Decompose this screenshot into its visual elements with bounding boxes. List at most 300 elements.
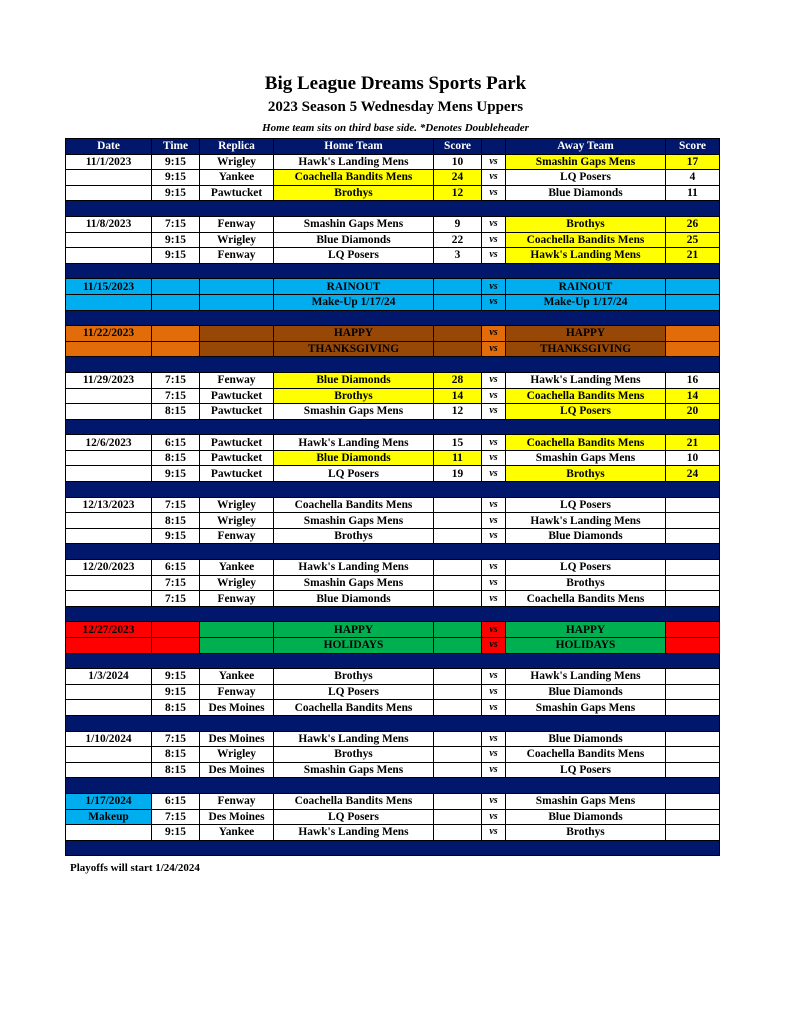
cell-home-score: 11 [434, 450, 482, 466]
cell-away-score: 10 [666, 450, 720, 466]
cell-away-team: HAPPY [506, 622, 666, 638]
page-title: Big League Dreams Sports Park [264, 73, 527, 94]
cell-replica: Pawtucket [200, 450, 274, 466]
cell-away-score [666, 700, 720, 716]
cell-home-score [434, 669, 482, 685]
cell-away-score [666, 513, 720, 529]
cell-vs: vs [482, 497, 506, 513]
table-row [66, 154, 720, 170]
table-row [66, 591, 720, 607]
cell-replica [200, 341, 274, 357]
cell-home-team: HAPPY [274, 326, 434, 342]
cell-home-score: 22 [434, 232, 482, 248]
cell-away-team: HAPPY [506, 326, 666, 342]
separator-bar [66, 419, 720, 435]
header-date: Date [66, 139, 152, 155]
cell-vs: vs [482, 450, 506, 466]
cell-time: 7:15 [152, 497, 200, 513]
cell-date: 11/22/2023 [66, 326, 152, 342]
cell-home-score [434, 560, 482, 576]
cell-away-score: 20 [666, 404, 720, 420]
cell-away-score [666, 497, 720, 513]
cell-away-team: Brothys [506, 466, 666, 482]
table-row [66, 435, 720, 451]
cell-vs: vs [482, 185, 506, 201]
cell-time: 9:15 [152, 232, 200, 248]
cell-home-team: Blue Diamonds [274, 591, 434, 607]
cell-away-team: Brothys [506, 216, 666, 232]
cell-vs: vs [482, 154, 506, 170]
table-row [66, 684, 720, 700]
cell-date [66, 232, 152, 248]
playoffs-note: Playoffs will start 1/24/2024 [70, 862, 200, 874]
cell-away-team: Smashin Gaps Mens [506, 450, 666, 466]
table-row [66, 809, 720, 825]
cell-vs: vs [482, 372, 506, 388]
cell-replica: Pawtucket [200, 404, 274, 420]
table-row [66, 279, 720, 295]
cell-home-team: HAPPY [274, 622, 434, 638]
cell-date [66, 450, 152, 466]
cell-away-score [666, 747, 720, 763]
table-row [66, 341, 720, 357]
cell-replica: Yankee [200, 560, 274, 576]
separator-bar [66, 201, 720, 217]
separator-bar [66, 715, 720, 731]
cell-vs: vs [482, 809, 506, 825]
cell-home-score [434, 497, 482, 513]
cell-date: 1/17/2024 [66, 793, 152, 809]
cell-vs: vs [482, 513, 506, 529]
cell-home-score: 9 [434, 216, 482, 232]
cell-away-score [666, 809, 720, 825]
cell-time: 6:15 [152, 560, 200, 576]
cell-away-team: Blue Diamonds [506, 809, 666, 825]
cell-time: 6:15 [152, 793, 200, 809]
cell-time: 7:15 [152, 216, 200, 232]
cell-home-team: Brothys [274, 669, 434, 685]
cell-away-team: Coachella Bandits Mens [506, 232, 666, 248]
cell-vs: vs [482, 528, 506, 544]
cell-away-score [666, 684, 720, 700]
cell-away-team: THANKSGIVING [506, 341, 666, 357]
cell-date [66, 294, 152, 310]
cell-home-team: Hawk's Landing Mens [274, 825, 434, 841]
cell-time: 9:15 [152, 684, 200, 700]
cell-vs: vs [482, 731, 506, 747]
separator-row [66, 778, 720, 794]
cell-home-score [434, 762, 482, 778]
cell-away-score [666, 762, 720, 778]
cell-away-score [666, 622, 720, 638]
cell-home-score: 10 [434, 154, 482, 170]
cell-home-score [434, 809, 482, 825]
cell-vs: vs [482, 825, 506, 841]
cell-replica: Fenway [200, 591, 274, 607]
separator-row [66, 715, 720, 731]
cell-replica: Wrigley [200, 575, 274, 591]
cell-away-team: Coachella Bandits Mens [506, 435, 666, 451]
cell-time: 7:15 [152, 575, 200, 591]
table-row [66, 638, 720, 654]
cell-home-score [434, 793, 482, 809]
table-row [66, 404, 720, 420]
cell-replica [200, 638, 274, 654]
separator-row [66, 357, 720, 373]
cell-replica: Wrigley [200, 154, 274, 170]
cell-home-score [434, 825, 482, 841]
table-row [66, 700, 720, 716]
cell-home-score [434, 622, 482, 638]
table-row [66, 762, 720, 778]
cell-away-score [666, 294, 720, 310]
cell-home-team: Coachella Bandits Mens [274, 497, 434, 513]
cell-home-team: LQ Posers [274, 466, 434, 482]
cell-away-team: Brothys [506, 575, 666, 591]
cell-away-team: LQ Posers [506, 170, 666, 186]
cell-time: 9:15 [152, 466, 200, 482]
table-row [66, 793, 720, 809]
cell-home-team: HOLIDAYS [274, 638, 434, 654]
table-row [66, 731, 720, 747]
cell-home-team: Hawk's Landing Mens [274, 154, 434, 170]
cell-date [66, 762, 152, 778]
cell-vs: vs [482, 466, 506, 482]
separator-bar [66, 840, 720, 856]
separator-row [66, 263, 720, 279]
cell-date [66, 591, 152, 607]
cell-home-team: Smashin Gaps Mens [274, 513, 434, 529]
cell-time [152, 622, 200, 638]
cell-date [66, 466, 152, 482]
cell-home-score: 12 [434, 404, 482, 420]
cell-home-score [434, 294, 482, 310]
cell-date: 12/20/2023 [66, 560, 152, 576]
cell-time [152, 279, 200, 295]
cell-home-team: LQ Posers [274, 248, 434, 264]
cell-replica: Fenway [200, 216, 274, 232]
cell-home-team: Blue Diamonds [274, 372, 434, 388]
cell-home-team: Coachella Bandits Mens [274, 170, 434, 186]
cell-replica: Des Moines [200, 700, 274, 716]
cell-replica: Yankee [200, 170, 274, 186]
cell-away-team: RAINOUT [506, 279, 666, 295]
cell-away-score: 25 [666, 232, 720, 248]
cell-replica: Des Moines [200, 809, 274, 825]
cell-home-score [434, 279, 482, 295]
table-row [66, 622, 720, 638]
schedule-body [66, 139, 720, 856]
cell-time: 6:15 [152, 435, 200, 451]
cell-vs: vs [482, 388, 506, 404]
cell-away-team: Blue Diamonds [506, 684, 666, 700]
cell-replica: Wrigley [200, 497, 274, 513]
table-row [66, 170, 720, 186]
schedule-note: Home team sits on third base side. *Denotes Doubleheader [262, 122, 529, 134]
table-row [66, 248, 720, 264]
cell-home-team: Smashin Gaps Mens [274, 762, 434, 778]
cell-date [66, 747, 152, 763]
cell-away-score: 21 [666, 248, 720, 264]
cell-vs: vs [482, 341, 506, 357]
header-home-team: Home Team [274, 139, 434, 155]
cell-vs: vs [482, 793, 506, 809]
cell-home-score [434, 591, 482, 607]
cell-home-team: Hawk's Landing Mens [274, 435, 434, 451]
header-row [66, 139, 720, 155]
cell-date [66, 248, 152, 264]
separator-bar [66, 310, 720, 326]
cell-time: 9:15 [152, 528, 200, 544]
cell-replica [200, 294, 274, 310]
header-home-score: Score [434, 139, 482, 155]
cell-date [66, 528, 152, 544]
cell-home-team: Coachella Bandits Mens [274, 700, 434, 716]
separator-row [66, 419, 720, 435]
cell-time: 7:15 [152, 809, 200, 825]
cell-away-team: HOLIDAYS [506, 638, 666, 654]
cell-home-team: Brothys [274, 747, 434, 763]
separator-row [66, 606, 720, 622]
cell-date: 1/3/2024 [66, 669, 152, 685]
cell-replica: Pawtucket [200, 435, 274, 451]
header-away-score: Score [666, 139, 720, 155]
cell-replica: Des Moines [200, 731, 274, 747]
table-row [66, 560, 720, 576]
cell-time: 9:15 [152, 669, 200, 685]
cell-away-team: Hawk's Landing Mens [506, 513, 666, 529]
cell-replica: Fenway [200, 528, 274, 544]
cell-home-team: Hawk's Landing Mens [274, 560, 434, 576]
table-row [66, 669, 720, 685]
cell-home-score: 3 [434, 248, 482, 264]
cell-vs: vs [482, 404, 506, 420]
cell-away-score [666, 341, 720, 357]
cell-away-team: Make-Up 1/17/24 [506, 294, 666, 310]
cell-vs: vs [482, 684, 506, 700]
cell-time [152, 294, 200, 310]
cell-date: 1/10/2024 [66, 731, 152, 747]
cell-home-team: LQ Posers [274, 684, 434, 700]
cell-away-team: Blue Diamonds [506, 528, 666, 544]
table-row [66, 747, 720, 763]
cell-vs: vs [482, 622, 506, 638]
cell-away-team: Smashin Gaps Mens [506, 700, 666, 716]
cell-date [66, 388, 152, 404]
cell-home-team: RAINOUT [274, 279, 434, 295]
cell-replica: Wrigley [200, 747, 274, 763]
cell-replica [200, 622, 274, 638]
cell-vs: vs [482, 294, 506, 310]
cell-date [66, 170, 152, 186]
cell-date [66, 638, 152, 654]
separator-bar [66, 653, 720, 669]
header-time: Time [152, 139, 200, 155]
cell-away-team: Hawk's Landing Mens [506, 372, 666, 388]
table-row [66, 528, 720, 544]
cell-home-score [434, 341, 482, 357]
cell-time: 8:15 [152, 747, 200, 763]
cell-time [152, 341, 200, 357]
cell-home-score: 19 [434, 466, 482, 482]
cell-date [66, 404, 152, 420]
cell-replica: Pawtucket [200, 185, 274, 201]
separator-bar [66, 357, 720, 373]
separator-bar [66, 778, 720, 794]
cell-away-team: LQ Posers [506, 762, 666, 778]
cell-home-team: Blue Diamonds [274, 450, 434, 466]
cell-time: 8:15 [152, 762, 200, 778]
cell-home-team: Brothys [274, 185, 434, 201]
cell-home-team: Smashin Gaps Mens [274, 216, 434, 232]
cell-home-score: 15 [434, 435, 482, 451]
cell-home-score [434, 747, 482, 763]
cell-vs: vs [482, 747, 506, 763]
cell-home-score: 28 [434, 372, 482, 388]
page-subtitle: 2023 Season 5 Wednesday Mens Uppers [267, 99, 524, 115]
cell-away-score [666, 528, 720, 544]
cell-home-score [434, 528, 482, 544]
cell-replica: Fenway [200, 248, 274, 264]
separator-row [66, 201, 720, 217]
cell-replica: Yankee [200, 825, 274, 841]
cell-away-score [666, 793, 720, 809]
cell-home-team: Make-Up 1/17/24 [274, 294, 434, 310]
cell-date [66, 341, 152, 357]
cell-replica: Fenway [200, 793, 274, 809]
cell-replica: Wrigley [200, 232, 274, 248]
header-vs [482, 139, 506, 155]
cell-time: 9:15 [152, 170, 200, 186]
table-row [66, 466, 720, 482]
cell-away-score [666, 575, 720, 591]
separator-row [66, 482, 720, 498]
cell-away-team: LQ Posers [506, 404, 666, 420]
cell-home-score: 12 [434, 185, 482, 201]
cell-date: 11/29/2023 [66, 372, 152, 388]
cell-vs: vs [482, 326, 506, 342]
cell-away-score: 21 [666, 435, 720, 451]
cell-date [66, 575, 152, 591]
cell-time: 8:15 [152, 700, 200, 716]
cell-time [152, 638, 200, 654]
cell-time: 7:15 [152, 388, 200, 404]
cell-away-team: LQ Posers [506, 497, 666, 513]
cell-away-score [666, 825, 720, 841]
cell-vs: vs [482, 638, 506, 654]
cell-time: 7:15 [152, 731, 200, 747]
cell-date [66, 700, 152, 716]
cell-away-team: Brothys [506, 825, 666, 841]
cell-away-team: Coachella Bandits Mens [506, 591, 666, 607]
cell-away-score [666, 279, 720, 295]
cell-away-score [666, 669, 720, 685]
cell-home-team: Brothys [274, 388, 434, 404]
cell-vs: vs [482, 248, 506, 264]
cell-away-team: Smashin Gaps Mens [506, 793, 666, 809]
cell-away-score [666, 591, 720, 607]
cell-home-score: 24 [434, 170, 482, 186]
table-row [66, 450, 720, 466]
cell-home-team: Coachella Bandits Mens [274, 793, 434, 809]
cell-home-score [434, 513, 482, 529]
cell-vs: vs [482, 669, 506, 685]
cell-away-team: Blue Diamonds [506, 185, 666, 201]
cell-time: 9:15 [152, 154, 200, 170]
cell-away-score: 11 [666, 185, 720, 201]
cell-date: 12/13/2023 [66, 497, 152, 513]
cell-time: 7:15 [152, 591, 200, 607]
cell-time: 9:15 [152, 825, 200, 841]
cell-home-team: THANKSGIVING [274, 341, 434, 357]
table-row [66, 497, 720, 513]
cell-replica [200, 279, 274, 295]
separator-bar [66, 544, 720, 560]
cell-away-score: 16 [666, 372, 720, 388]
cell-replica: Des Moines [200, 762, 274, 778]
cell-date: 11/8/2023 [66, 216, 152, 232]
cell-time: 8:15 [152, 450, 200, 466]
cell-time: 9:15 [152, 248, 200, 264]
cell-home-team: Brothys [274, 528, 434, 544]
cell-away-team: Coachella Bandits Mens [506, 388, 666, 404]
separator-row [66, 653, 720, 669]
cell-home-team: Smashin Gaps Mens [274, 575, 434, 591]
separator-row [66, 544, 720, 560]
cell-away-score: 14 [666, 388, 720, 404]
cell-home-score [434, 638, 482, 654]
table-row [66, 825, 720, 841]
cell-replica: Wrigley [200, 513, 274, 529]
cell-replica: Fenway [200, 684, 274, 700]
table-row [66, 185, 720, 201]
cell-home-team: Hawk's Landing Mens [274, 731, 434, 747]
cell-home-team: Blue Diamonds [274, 232, 434, 248]
separator-bar [66, 263, 720, 279]
cell-home-team: LQ Posers [274, 809, 434, 825]
cell-vs: vs [482, 170, 506, 186]
cell-vs: vs [482, 560, 506, 576]
cell-time: 7:15 [152, 372, 200, 388]
separator-row [66, 840, 720, 856]
cell-date: 12/6/2023 [66, 435, 152, 451]
table-row [66, 326, 720, 342]
table-row [66, 388, 720, 404]
separator-bar [66, 606, 720, 622]
cell-away-team: Coachella Bandits Mens [506, 747, 666, 763]
table-row [66, 575, 720, 591]
cell-home-score [434, 326, 482, 342]
cell-replica: Yankee [200, 669, 274, 685]
cell-home-score [434, 700, 482, 716]
cell-away-score [666, 638, 720, 654]
cell-replica: Pawtucket [200, 466, 274, 482]
cell-vs: vs [482, 435, 506, 451]
cell-away-score: 4 [666, 170, 720, 186]
separator-row [66, 310, 720, 326]
separator-bar [66, 482, 720, 498]
cell-home-team: Smashin Gaps Mens [274, 404, 434, 420]
cell-date [66, 825, 152, 841]
cell-vs: vs [482, 700, 506, 716]
cell-away-score: 17 [666, 154, 720, 170]
table-row [66, 513, 720, 529]
cell-home-score: 14 [434, 388, 482, 404]
cell-vs: vs [482, 232, 506, 248]
cell-away-score: 26 [666, 216, 720, 232]
cell-date [66, 185, 152, 201]
cell-date: 11/15/2023 [66, 279, 152, 295]
